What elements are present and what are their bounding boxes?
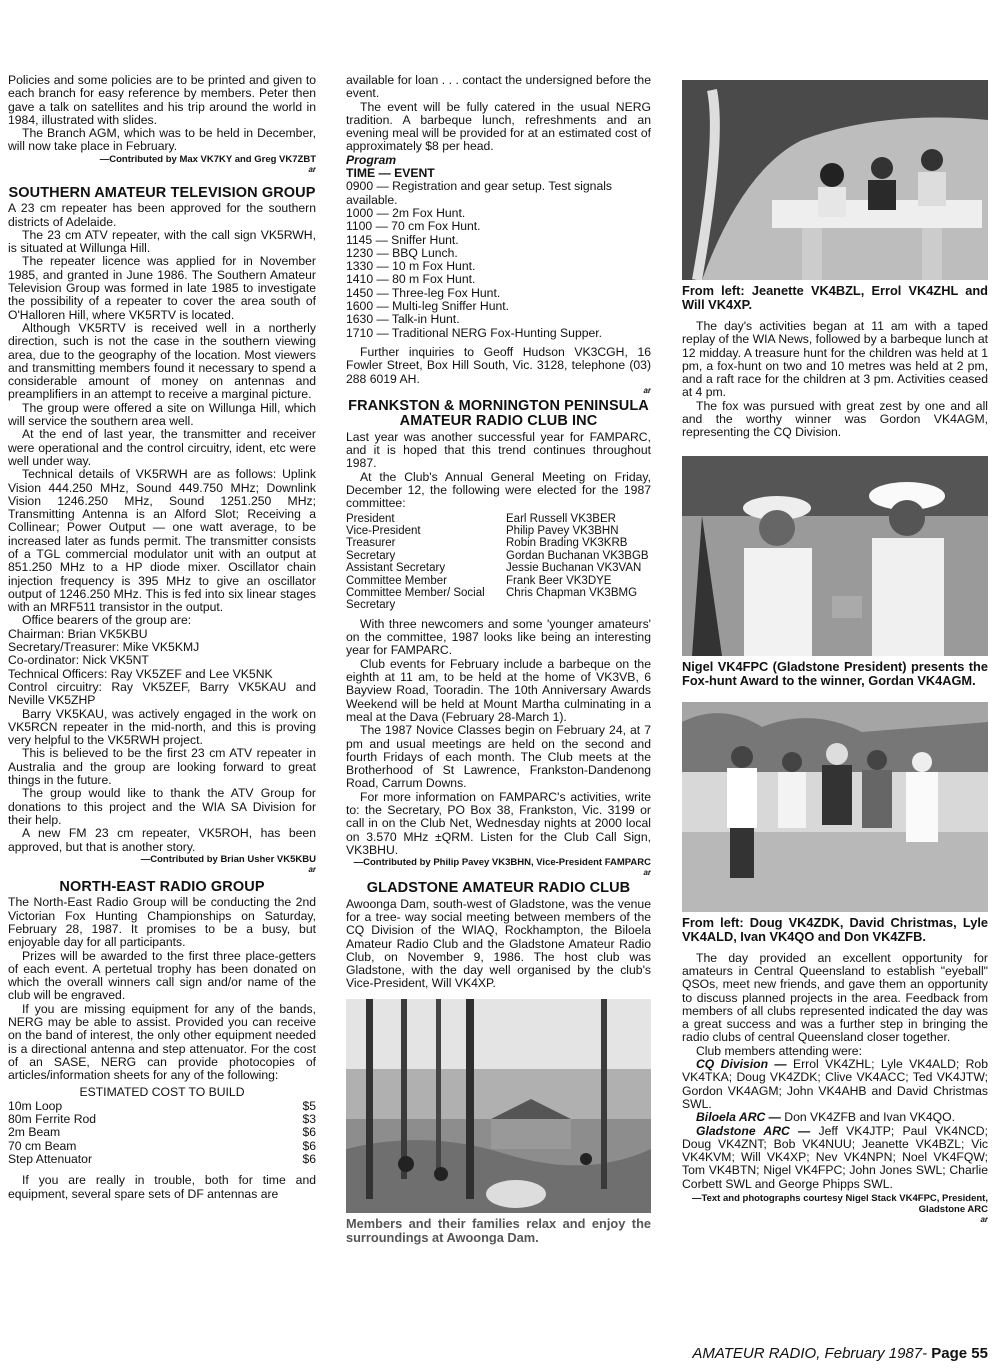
paragraph: Club members attending were: xyxy=(696,1043,862,1058)
end-mark: ar xyxy=(643,385,651,395)
cost-item: 10m Loop xyxy=(8,1098,63,1113)
paragraph: A new FM 23 cm repeater, VK5ROH, has been approved, but that is another story. xyxy=(8,826,316,854)
photo-image xyxy=(682,702,988,912)
program-item: 0900 — Registration and gear setup. Test signals available. xyxy=(346,179,613,207)
committee-name: Jessie Buchanan VK3VAN xyxy=(506,562,642,575)
paragraph: For more information on FAMPARC's activities, write to: the Secretary, PO Box 38, Frankston, Vic. 3199 or call in on the Club Net, Wednesday nights at 2000 local on 3.570 MHz ±QRM. Listen for the Club Call Sign, VK3BHU. xyxy=(346,789,651,857)
cost-row xyxy=(8,1126,316,1139)
paragraph: Club events for February include a barbeque on the eighth at 11 am, to be held at the home of VK3VB, 6 Bayview Road, Tooradin. The 10th Anniversary Awards Weekend will be held at Mount Martha culminating in a meal at the Dava (February 28-March 1). xyxy=(346,656,651,724)
program-item: 1630 — Talk-in Hunt. xyxy=(346,312,460,327)
end-mark: ar xyxy=(308,164,316,174)
credit-line: —Text and photographs courtesy Nigel Stack VK4FPC, President, Gladstone ARC xyxy=(692,1193,988,1216)
program-item: 1410 — 80 m Fox Hunt. xyxy=(346,272,476,287)
cost-table-title: ESTIMATED COST TO BUILD xyxy=(79,1085,245,1100)
paragraph: Barry VK5KAU, was actively engaged in the work on VK5RCN repeater in the mid-north, and this is proving very helpful to the VK5RWH project. xyxy=(8,706,316,748)
committee-name: Earl Russell VK3BER xyxy=(506,512,616,525)
committee-name: Frank Beer VK3DYE xyxy=(506,574,612,587)
cost-row xyxy=(8,1100,316,1113)
magazine-name: AMATEUR RADIO, xyxy=(692,1345,821,1362)
office-bearer: Secretary/Treasurer: Mike VK5KMJ xyxy=(8,640,200,655)
paragraph: The day provided an excellent opportunity for amateurs in Central Queensland to establish "eyeball" QSOs, meet new friends, and gave them an opportunity to discuss planned projects in the area. Feedback from members of all clubs represented indicated the day was a great success and was a further step in bringing the radio clubs of central Queensland closer together. xyxy=(682,950,988,1045)
issue-date: February 1987- xyxy=(820,1345,928,1362)
office-bearer: Chairman: Brian VK5KBU xyxy=(8,626,148,641)
cost-price: $6 xyxy=(302,1138,316,1153)
page-number: Page 55 xyxy=(927,1345,988,1362)
program-item: 1600 — Multi-leg Sniffer Hunt. xyxy=(346,299,510,314)
label-cq-division: CQ Division — xyxy=(696,1057,787,1072)
photo-caption: From left: Doug VK4ZDK, David Christmas, Lyle VK4ALD, Ivan VK4QO and Don VK4ZFB. xyxy=(682,914,988,944)
program-item: 1230 — BBQ Lunch. xyxy=(346,245,458,260)
committee-name: Gordan Buchanan VK3BGB xyxy=(506,549,649,562)
committee-role: Treasurer xyxy=(346,537,396,550)
paragraph: Last year was another successful year for FAMPARC, and it is hoped that this trend continues throughout 1987. xyxy=(346,429,651,471)
members-text: Errol VK4ZHL; Lyle VK4ALD; Rob VK4TKA; Doug VK4ZDK; Clive VK4ACC; Ted VK4JTW; Gordon VK4AGM; John VK4AHB and David Christmas SWL. xyxy=(682,1057,988,1111)
photo-image xyxy=(682,456,988,656)
paragraph: At the end of last year, the transmitter and receiver were operational and the control circuitry, ident, etc were well under way. xyxy=(8,427,316,468)
photo-picnic-table xyxy=(682,80,988,280)
paragraph: Further inquiries to Geoff Hudson VK3CGH, 16 Fowler Street, Box Hill South, Vic. 3128, telephone (03) 288 6019 AH. xyxy=(346,344,651,386)
committee-role: Assistant Secretary xyxy=(346,562,446,575)
committee-role: Vice-President xyxy=(346,525,421,538)
members-text: Don VK4ZFB and Ivan VK4QO. xyxy=(780,1110,955,1125)
committee-role: Secretary xyxy=(346,549,396,562)
paragraph: Technical details of VK5RWH are as follows: Uplink Vision 444.250 MHz, Sound 449.750 MHz; Downlink Vision 1246.250 MHz, Sound 1251.250 MHz; Transmitting Antenna is an Alford Slot; Receiving a Collinear; Power Output — one watt average, to be increased later as funds permit. The transmitter consists of a TGL commercial modulator unit with an output at 851.250 MHz to a HP diode mixer. Oscillator chain injection frequency is 395 MHz to give an oscillator output of 1246.250 MHz. This is fed into six linear stages with an MRF511 transistor in the output. xyxy=(8,467,316,615)
credit-line: —Contributed by Brian Usher VK5KBU xyxy=(140,853,316,865)
committee-name: Robin Brading VK3KRB xyxy=(506,537,628,550)
section-title-gladstone: GLADSTONE AMATEUR RADIO CLUB xyxy=(366,880,631,897)
paragraph: If you are missing equipment for any of the bands, NERG may be able to assist. Provided you can receive on the band of interest, the only other equipment needed is a directional antenna and step attenuator. For the cost of an SASE, NERG can provide photocopies of articles/information sheets for any of the following: xyxy=(8,1001,316,1083)
paragraph: Awoonga Dam, south-west of Gladstone, was the venue for a tree- way social meeting between members of the CQ Division of the WIAQ, Rockhampton, the Biloela Amateur Radio Club and the Gladstone Amateur Radio Club, on November 9, 1986. The host club was Gladstone, with the day well organised by the club's Vice-President, Will VK4XP. xyxy=(346,896,651,991)
committee-list xyxy=(346,513,651,612)
committee-role: President xyxy=(346,512,395,525)
committee-name: Philip Pavey VK3BHN xyxy=(506,525,619,538)
paragraph: The repeater licence was applied for in November 1985, and granted in June 1986. The Southern Amateur Television Group was formed in late 1985 to investigate the possibility of a repeater to cover the area south of O'Halloren Hill, where VK5RTV is located. xyxy=(8,254,316,322)
cost-row xyxy=(8,1153,316,1166)
program-list xyxy=(346,180,651,340)
photo-caption: Nigel VK4FPC (Gladstone President) presents the Fox-hunt Award to the winner, Gordan VK4AGM. xyxy=(682,658,988,688)
program-item: 1450 — Three-leg Fox Hunt. xyxy=(346,285,501,300)
office-bearer: Control circuitry: Ray VK5ZEF, Barry VK5KAU and Neville VK5ZHP xyxy=(8,679,316,708)
section-title-famparc: FRANKSTON & MORNINGTON PENINSULA AMATEUR RADIO CLUB INC xyxy=(348,397,649,430)
program-item: 1330 — 10 m Fox Hunt. xyxy=(346,259,476,274)
photo-caption: From left: Jeanette VK4BZL, Errol VK4ZHL and Will VK4XP. xyxy=(682,283,988,312)
paragraph: At the Club's Annual General Meeting on Friday, December 12, the following were elected for the 1987 committee: xyxy=(346,469,651,511)
column-2 xyxy=(346,74,651,1336)
committee-role: Committee Member/ Social Secretary xyxy=(346,587,485,612)
photo-image xyxy=(346,999,651,1213)
label-gladstone-arc: Gladstone ARC — xyxy=(696,1123,811,1138)
section-title-nerg: NORTH-EAST RADIO GROUP xyxy=(59,878,265,895)
cost-price: $6 xyxy=(302,1151,316,1166)
photo-fox-hunt-award xyxy=(682,456,988,656)
paragraph: The day's activities began at 11 am with a taped replay of the WIA News, followed by a barbeque lunch at 12 midday. A treasure hunt for the children was held at 1 pm, a fox-hunt on two and 10 metres was held at 2 pm, and a raft race for the children at 3 pm. Activities ceased at 4 pm. xyxy=(682,319,988,400)
photo-awoonga-dam xyxy=(346,999,651,1213)
program-columns: TIME — EVENT xyxy=(346,166,435,181)
column-3 xyxy=(682,80,988,1342)
paragraph: A 23 cm repeater has been approved for the southern districts of Adelaide. xyxy=(8,201,316,229)
cost-item: 2m Beam xyxy=(8,1125,61,1140)
paragraph: If you are really in trouble, both for time and equipment, several spare sets of DF antennas are xyxy=(8,1173,316,1201)
cost-price: $6 xyxy=(302,1125,316,1140)
paragraph: This is believed to be the first 23 cm ATV repeater in Australia and the group are looking forward to great things in the future. xyxy=(8,746,316,788)
committee-name: Chris Chapman VK3BMG xyxy=(506,587,638,600)
cost-item: Step Attenuator xyxy=(8,1151,93,1166)
members-text: Jeff VK4JTP; Paul VK4NCD; Doug VK4ZNT; Bob VK4NUU; Jeanette VK4BZL; Vic VK4KVM; Will VK4XP; Nev VK4NPN; Noel VK4FQW; Tom VK4BTN; Nigel VK4FPC; John Jones SWL; Charlie Corbett SWL and George Phipps SWL. xyxy=(682,1123,988,1191)
cost-price: $3 xyxy=(302,1112,316,1127)
program-heading: Program xyxy=(346,152,397,167)
end-mark: ar xyxy=(308,864,316,874)
paragraph: With three newcomers and some 'younger amateurs' on the committee, 1987 looks like being an interesting year for FAMPARC. xyxy=(346,616,651,658)
program-item: 1000 — 2m Fox Hunt. xyxy=(346,205,466,220)
cost-row xyxy=(8,1113,316,1126)
paragraph: The fox was pursued with great zest by one and all and the worthy winner was Gordon VK4AGM, representing the CQ Division. xyxy=(682,398,988,440)
program-item: 1710 — Traditional NERG Fox-Hunting Supper. xyxy=(346,325,603,340)
cost-price: $5 xyxy=(302,1098,316,1113)
paragraph: Office bearers of the group are: xyxy=(22,613,192,628)
paragraph: Although VK5RTV is received well in a northerly direction, such is not the case in the southern viewing area, due to the geography of the location. Most viewers and transmitting members found it necessary to spend a considerable amount of money on antennas and preamplifiers in an attempt to receive a marginal picture. xyxy=(8,320,316,402)
paragraph: The Branch AGM, which was to be held in December, will now take place in February. xyxy=(8,126,316,154)
paragraph: The group were offered a site on Willunga Hill, which will service the southern area well. xyxy=(8,400,316,429)
credit-line: —Contributed by Philip Pavey VK3BHN, Vice-President FAMPARC xyxy=(353,857,651,869)
paragraph: available for loan . . . contact the undersigned before the event. xyxy=(346,74,651,101)
paragraph: The event will be fully catered in the usual NERG tradition. A barbeque lunch, refreshments and an evening meal will be provided for at an estimated cost of approximately $8 per head. xyxy=(346,99,651,154)
program-item: 1100 — 70 cm Fox Hunt. xyxy=(346,219,481,234)
office-bearer: Co-ordinator: Nick VK5NT xyxy=(8,653,149,668)
credit-line: —Contributed by Max VK7KY and Greg VK7ZBT xyxy=(99,153,316,165)
column-1 xyxy=(8,74,316,1336)
cost-table xyxy=(8,1100,316,1166)
section-title-satg: SOUTHERN AMATEUR TELEVISION GROUP xyxy=(8,184,316,201)
members-gladstone xyxy=(682,1125,988,1191)
photo-caption: Members and their families relax and enjoy the surroundings at Awoonga Dam. xyxy=(346,1215,651,1245)
label-biloela-arc: Biloela ARC — xyxy=(696,1110,781,1125)
members-cq xyxy=(682,1058,988,1111)
paragraph: Prizes will be awarded to the first three place-getters of each event. A pertetual trophy has been donated on which the overall winners call sign and/or name of the club will be engraved. xyxy=(8,948,316,1003)
members-biloela xyxy=(682,1111,988,1124)
cost-row xyxy=(8,1140,316,1153)
cost-item: 80m Ferrite Rod xyxy=(8,1112,97,1127)
end-mark: ar xyxy=(643,868,651,878)
program-item: 1145 — Sniffer Hunt. xyxy=(346,232,459,247)
photo-group-of-five xyxy=(682,702,988,912)
office-bearer: Technical Officers: Ray VK5ZEF and Lee VK5NK xyxy=(8,666,273,681)
end-mark: ar xyxy=(980,1215,988,1225)
paragraph: The 1987 Novice Classes begin on February 24, at 7 pm and usual meetings are held on the second and fourth Fridays of each month. The Club meets at the Brotherhood of St Lawrence, Frankston-Dandenong Road, Carrum Downs. xyxy=(346,723,651,791)
paragraph: Policies and some policies are to be printed and given to each branch for easy reference by members. Peter then gave a talk on satellites and his trip around the world in 1984, illustrated with slides. xyxy=(8,74,316,127)
photo-image xyxy=(682,80,988,280)
paragraph: The North-East Radio Group will be conducting the 2nd Victorian Fox Hunting Championships on Saturday, February 28, 1987. It promises to be a busy, but enjoyable day for all participants. xyxy=(8,895,316,950)
paragraph: The group would like to thank the ATV Group for donations to this project and the WIA SA Division for their help. xyxy=(8,786,316,827)
committee-role: Committee Member xyxy=(346,574,447,587)
paragraph: The 23 cm ATV repeater, with the call sign VK5RWH, is situated at Willunga Hill. xyxy=(8,227,316,256)
cost-item: 70 cm Beam xyxy=(8,1138,77,1153)
page-footer xyxy=(692,1345,988,1362)
